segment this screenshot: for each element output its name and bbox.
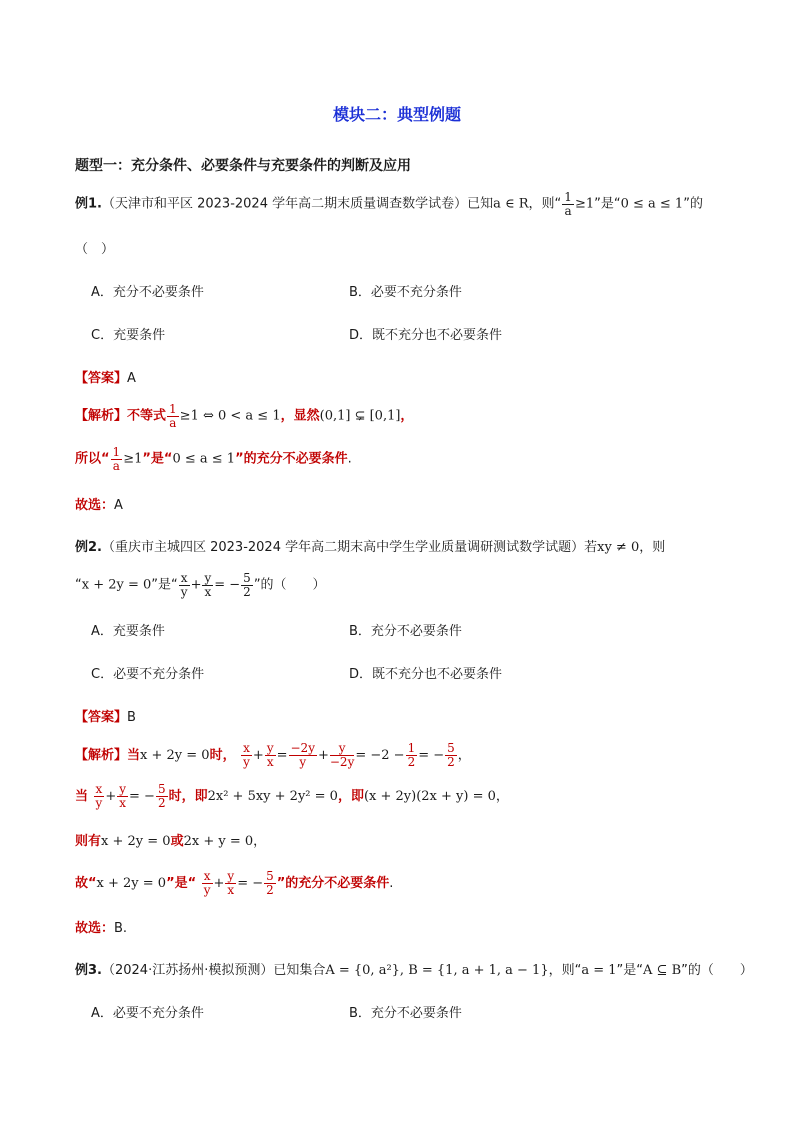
math-expression: x + 2y = 0 <box>81 577 152 593</box>
plus-sign: + <box>213 876 225 891</box>
analysis-label: 【解析】 <box>75 748 128 763</box>
fraction: $\frac{5}{2}$ <box>447 741 455 769</box>
math-expression: 0 ≤ a ≤ 1 <box>172 451 236 467</box>
choose-value: B. <box>114 921 128 936</box>
math-expression: 0 ≤ a ≤ 1 <box>620 196 684 212</box>
analysis-text: 当 <box>75 789 89 804</box>
choose-label: 故选： <box>75 498 115 513</box>
fraction: $\frac{x}{y}$ <box>203 869 211 897</box>
analysis-text: 不等式 <box>127 408 167 424</box>
choose-value: A <box>114 498 123 513</box>
fraction: $\frac{1}{2}$ <box>407 741 416 769</box>
analysis-line-3 <box>75 830 266 849</box>
punctuation: ， <box>253 834 267 849</box>
math-expression: A ⊆ B <box>643 963 682 978</box>
math-expression: x + 2y = 0 <box>101 834 171 849</box>
math-expression: x + 2y = 0 <box>140 748 210 763</box>
math-expression: = −2 − <box>355 748 405 763</box>
punctuation: ， <box>495 789 509 804</box>
analysis-text: 时，即 <box>168 789 208 804</box>
punctuation: ， <box>457 748 471 763</box>
math-expression: ≥1 <box>574 196 595 212</box>
question-text: ，则“ <box>548 963 582 978</box>
option-b: B．充分不必要条件 <box>349 1006 462 1021</box>
answer-bracket: （ ） <box>75 242 115 257</box>
fraction: $\frac{5}{2}$ <box>266 869 274 897</box>
question-text: ，则 <box>639 540 666 555</box>
math-expression: (x + 2y)(2x + y) = 0 <box>363 789 496 804</box>
fraction: $\frac{1}{a}$ <box>564 190 572 218</box>
analysis-line-2 <box>75 446 352 473</box>
plus-sign: + <box>105 789 117 804</box>
question-source: （2024·江苏扬州·模拟预测）已知集合 <box>101 963 326 978</box>
question-text: ”的（ ） <box>681 963 753 978</box>
analysis-text: ”是“ <box>142 451 173 467</box>
question-text: ”是“ <box>594 196 621 212</box>
option-a: A．充分不必要条件 <box>91 285 204 300</box>
question-text: ，则“ <box>528 196 562 212</box>
math-expression: = − <box>214 577 241 593</box>
analysis-text: ”是“ <box>166 876 197 891</box>
analysis-line-2 <box>75 782 509 812</box>
option-a: A．充要条件 <box>91 624 165 639</box>
example-label: 例2. <box>75 540 102 555</box>
example-2-question <box>75 536 665 555</box>
question-text: ”的 <box>683 196 703 212</box>
math-expression: a ∈ R <box>493 196 529 212</box>
analysis-text: 所以“ <box>75 451 110 467</box>
analysis-text: 当 <box>127 748 141 763</box>
math-expression: = − <box>237 876 264 891</box>
math-expression: xy ≠ 0 <box>597 540 640 555</box>
fraction: $\frac{y}{x}$ <box>266 741 274 769</box>
example-label: 例1. <box>75 196 102 212</box>
equals-sign: = <box>276 748 288 763</box>
option-b: B．充分不必要条件 <box>349 624 462 639</box>
fraction: $\frac{x}{y}$ <box>180 571 188 599</box>
answer-value: A <box>127 371 136 386</box>
fraction: $\frac{5}{2}$ <box>243 571 251 599</box>
answer-line <box>75 706 136 725</box>
option-a: A．必要不充分条件 <box>91 1006 204 1021</box>
period: . <box>389 876 394 891</box>
question-text: ”是“ <box>616 963 644 978</box>
math-expression: ≥1 <box>123 451 143 467</box>
choose-label: 故选： <box>75 921 115 936</box>
math-expression: 2x² + 5xy + 2y² = 0 <box>207 789 338 804</box>
math-expression: a = 1 <box>581 963 617 978</box>
fraction: $\frac{1}{a}$ <box>112 445 121 473</box>
fraction: $\frac{y}{-2y}$ <box>329 741 355 769</box>
question-source: （重庆市主城四区 2023-2024 学年高二期末高中学生学业质量调研测试数学试题）若 <box>101 540 598 555</box>
option-c: C．必要不充分条件 <box>91 667 205 682</box>
math-expression: = − <box>418 748 445 763</box>
math-expression: A = {0, a²}, B = {1, a + 1, a − 1} <box>325 963 549 978</box>
section-heading: 题型一：充分条件、必要条件与充要条件的判断及应用 <box>75 158 411 174</box>
analysis-text: 或 <box>170 834 184 849</box>
math-expression: = − <box>129 789 155 804</box>
answer-line <box>75 367 136 386</box>
fraction: $\frac{x}{y}$ <box>243 741 250 769</box>
example-2-question-cont <box>75 572 326 599</box>
example-1-question <box>75 191 703 218</box>
math-expression: ≥1 ⇔ 0 < a ≤ 1 <box>179 408 281 424</box>
math-expression: 2x + y = 0 <box>183 834 254 849</box>
analysis-text: ，显然 <box>280 408 320 424</box>
analysis-text: ”的充分不必要条件 <box>276 876 390 891</box>
question-text: ”是“ <box>151 577 178 593</box>
analysis-text: 故“ <box>75 876 97 891</box>
math-expression: x + 2y = 0 <box>96 876 167 891</box>
period: . <box>347 451 352 467</box>
analysis-line-4 <box>75 869 393 899</box>
analysis-text: ，即 <box>337 789 364 804</box>
option-d: D．既不充分也不必要条件 <box>349 667 503 682</box>
analysis-label: 【解析】 <box>75 408 128 424</box>
fraction: $\frac{y}{x}$ <box>227 869 235 897</box>
analysis-text: 则有 <box>75 834 102 849</box>
choose-line <box>75 917 127 936</box>
answer-label: 【答案】 <box>75 371 128 386</box>
math-expression: (0,1] ⊊ [0,1] <box>319 408 401 424</box>
fraction: $\frac{x}{y}$ <box>95 782 103 810</box>
page-title: 模块二：典型例题 <box>332 105 461 124</box>
analysis-text: ， <box>400 408 414 424</box>
fraction: $\frac{1}{a}$ <box>169 402 177 430</box>
analysis-line-1 <box>75 741 471 771</box>
example-label: 例3. <box>75 963 102 978</box>
answer-label: 【答案】 <box>75 710 128 725</box>
plus-sign: + <box>317 748 329 763</box>
plus-sign: + <box>252 748 264 763</box>
option-d: D．既不充分也不必要条件 <box>349 328 503 343</box>
analysis-text: 时， <box>209 748 236 763</box>
choose-line <box>75 494 123 513</box>
option-c: C．充要条件 <box>91 328 166 343</box>
question-text: ”的（ ） <box>253 577 326 593</box>
example-3-question <box>75 959 753 978</box>
analysis-line-1 <box>75 403 413 430</box>
answer-value: B <box>127 710 136 725</box>
plus-sign: + <box>190 577 202 593</box>
analysis-text: ”的充分不必要条件 <box>235 451 348 467</box>
fraction: $\frac{5}{2}$ <box>157 782 166 810</box>
option-b: B．必要不充分条件 <box>349 285 462 300</box>
fraction: $\frac{-2y}{y}$ <box>290 741 315 769</box>
fraction: $\frac{y}{x}$ <box>119 782 127 810</box>
question-source: （天津市和平区 2023-2024 学年高二期末质量调查数学试卷）已知 <box>101 196 494 212</box>
fraction: $\frac{y}{x}$ <box>204 571 212 599</box>
quote: “ <box>75 577 82 593</box>
